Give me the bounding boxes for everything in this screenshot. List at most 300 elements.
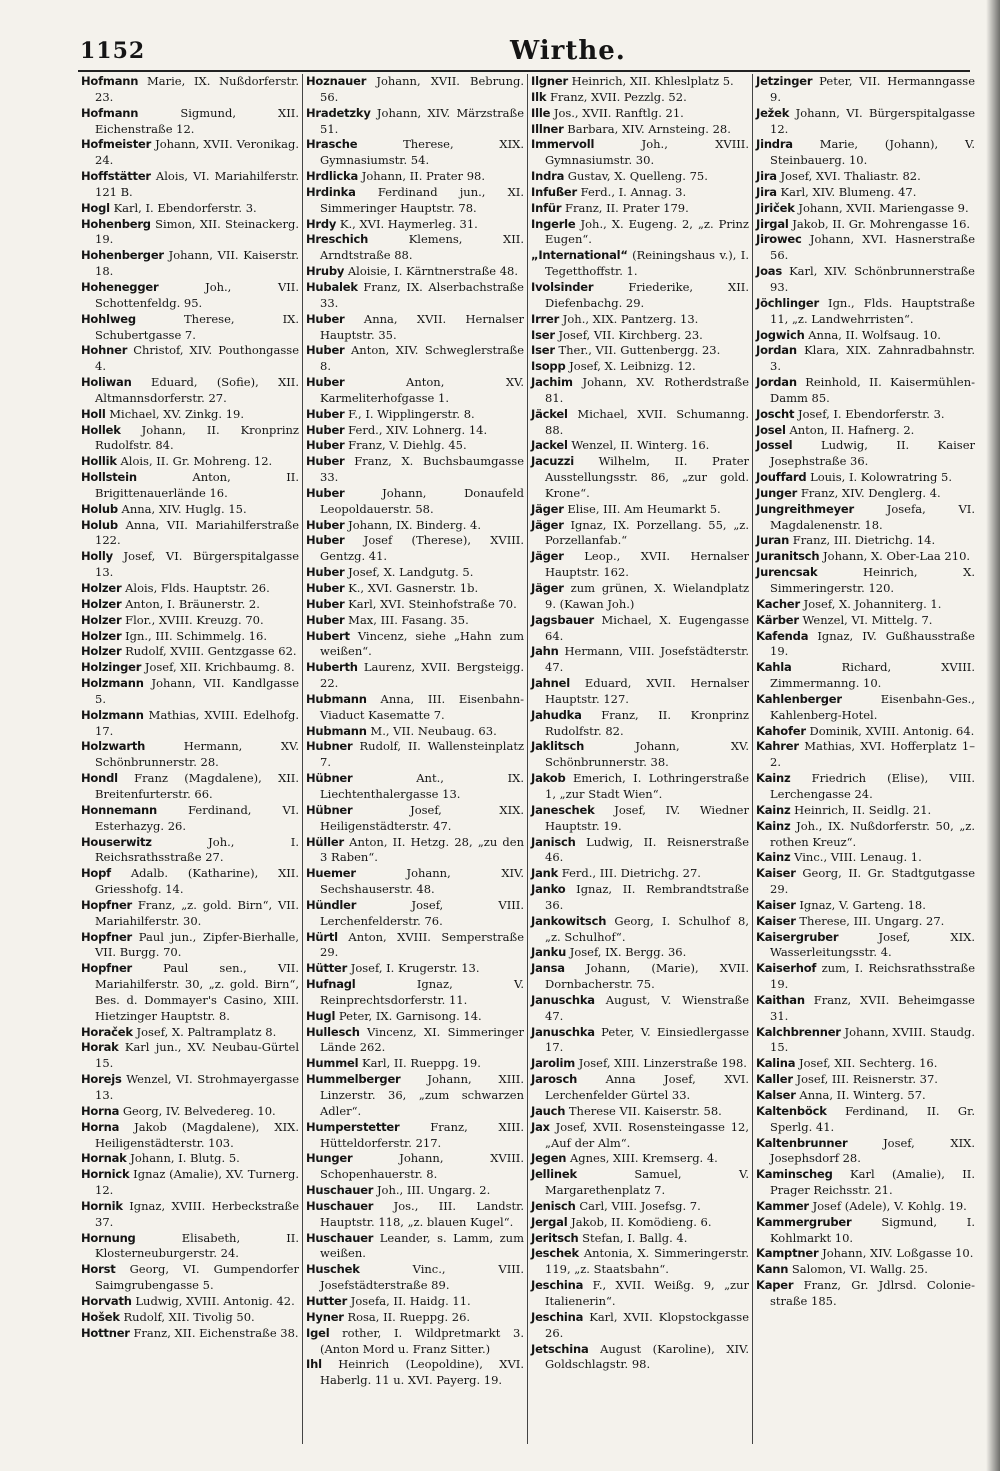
entry-address: Eduard, (Sofie), XII. Altmannsdorferstr. 27. [95, 375, 299, 405]
entry-address: Josef, X. Paltramplatz 8. [136, 1024, 277, 1039]
entry-address: Marie, IX. Nußdorferstr. 23. [95, 74, 299, 104]
entry-name: Ježek [756, 105, 790, 120]
entry-name: Horvath [81, 1293, 132, 1308]
directory-entry [81, 676, 299, 708]
directory-entry [306, 835, 524, 867]
entry-name: Huber [306, 343, 345, 358]
entry-name: Kaminscheg [756, 1167, 833, 1182]
directory-entry [306, 1262, 524, 1294]
directory-entry [306, 660, 524, 692]
entry-name: „International“ [531, 248, 628, 263]
directory-entry [756, 914, 975, 930]
entry-address: Joh., I. Reichsrathsstraße 27. [95, 834, 299, 865]
directory-entry [306, 898, 524, 930]
entry-address: Josef, XII. Sechterg. 16. [798, 1056, 938, 1071]
directory-entry [81, 549, 299, 581]
entry-name: Jira [756, 184, 777, 199]
entry-address: Sigmund, XII. Eichenstraße 12. [95, 105, 299, 136]
entry-address: Johann, II. Kronprinz Rudolfstr. 84. [95, 422, 299, 453]
entry-address: Johann, XV. Rotherdstraße 81. [545, 375, 750, 405]
entry-address: Ferd., XIV. Lohnerg. 14. [348, 422, 488, 437]
directory-entry [531, 1215, 749, 1231]
entry-address: Salomon, VI. Wallg. 25. [791, 1262, 928, 1277]
directory-entry [306, 692, 524, 724]
entry-name: Holzinger [81, 660, 142, 675]
entry-address: Christof, XIV. Pouthongasse 4. [95, 343, 300, 374]
entry-address: Franz, XVII. Beheimgasse 31. [770, 992, 975, 1023]
entry-name: Hubmann [306, 691, 367, 706]
entry-name: Holl [81, 406, 106, 421]
directory-entry [531, 1199, 749, 1215]
directory-entry [81, 1167, 299, 1199]
entry-address: Wenzel, II. Winterg. 16. [571, 438, 710, 453]
directory-entry [531, 882, 749, 914]
entry-name: Jirgal [756, 216, 789, 231]
entry-name: Hullesch [306, 1024, 360, 1039]
directory-entry [306, 803, 524, 835]
entry-name: Huschauer [306, 1230, 374, 1245]
entry-name: Jäger [531, 517, 564, 532]
entry-address: Samuel, V. Margarethenplatz 7. [545, 1167, 749, 1198]
entry-address: Josef, X. Landgutg. 5. [348, 565, 474, 580]
entry-address: Anton, II. Hafnerg. 2. [789, 422, 915, 437]
entry-name: Kammergruber [756, 1214, 852, 1229]
entry-name: Hrdlicka [306, 169, 359, 184]
entry-address: Hermann, XV. Schönbrunnerstr. 28. [95, 739, 299, 770]
entry-address: Dominik, XVIII. Antonig. 64. [809, 723, 975, 738]
directory-entry [531, 248, 749, 280]
entry-address: Joh., IX. Nußdorferstr. 50, „z. rothen Kreuz“. [770, 818, 976, 849]
entry-name: Hrdy [306, 216, 337, 231]
entry-name: Huber [306, 406, 345, 421]
entry-address: Rudolf, II. Wallensteinplatz 7. [320, 739, 524, 770]
entry-address: Hermann, VIII. Josefstädterstr. 47. [545, 644, 749, 675]
entry-address: Jakob, II. Gr. Mohrengasse 16. [792, 216, 971, 231]
entry-name: Horejs [81, 1072, 122, 1087]
entry-name: Jurencsak [756, 565, 818, 580]
entry-address: Stefan, I. Ballg. 4. [582, 1230, 688, 1245]
directory-entry [306, 217, 524, 233]
entry-address: Ignaz, IV. Gußhausstraße 19. [770, 628, 975, 659]
entry-name: Horna [81, 1119, 120, 1134]
entry-name: Jackel [531, 438, 568, 453]
entry-address: August, V. Wienstraße 47. [545, 992, 750, 1023]
entry-name: Kärber [756, 612, 799, 627]
entry-address: Johann, XVII. Bebrung. 56. [320, 74, 524, 104]
entry-name: Kalchbrenner [756, 1024, 841, 1039]
entry-address: Peter, IX. Garnisong. 14. [338, 1008, 482, 1023]
directory-entry [756, 1199, 975, 1215]
directory-entry [531, 803, 749, 835]
entry-name: Hohlweg [81, 311, 136, 326]
directory-entry [531, 201, 749, 217]
entry-name: Hondl [81, 771, 118, 786]
entry-address: Anton, XVIII. Semperstraße 29. [320, 929, 524, 960]
directory-entry [756, 1167, 975, 1199]
entry-address: Karl, XVII. Klopstockgasse 26. [545, 1309, 750, 1340]
directory-entry [756, 185, 975, 201]
entry-address: Heinrich (Leopoldine), XVI. Haberlg. 11 u. XVI. Payerg. 19. [320, 1357, 525, 1388]
entry-name: Holzwarth [81, 739, 146, 754]
entry-address: Richard, XVIII. Zimmermanng. 10. [770, 660, 975, 691]
directory-entry [306, 280, 524, 312]
directory-entry [531, 644, 749, 676]
entry-name: Kainz [756, 818, 791, 833]
directory-entry [756, 407, 975, 423]
entry-name: Junger [756, 485, 798, 500]
directory-entry [306, 137, 524, 169]
directory-entry [81, 866, 299, 898]
entry-address: Josef, I. Ebendorferstr. 3. [797, 406, 945, 421]
directory-entry [756, 201, 975, 217]
directory-entry [306, 1199, 524, 1231]
header-rule [78, 70, 970, 72]
entry-address: Alois, VI. Mariahilferstr. 121 B. [95, 169, 299, 199]
entry-name: Infußer [531, 184, 577, 199]
directory-entry [81, 454, 299, 470]
directory-entry [756, 724, 975, 740]
entry-address: Elisabeth, II. Klosterneuburgerstr. 24. [95, 1230, 299, 1261]
entry-name: Infür [531, 200, 562, 215]
directory-entry [306, 1231, 524, 1263]
entry-name: Janisch [531, 834, 576, 849]
directory-entry [81, 407, 299, 423]
directory-entry [531, 407, 749, 439]
entry-name: Jetschina [531, 1341, 589, 1356]
entry-name: Horak [81, 1040, 119, 1055]
directory-entry [756, 232, 975, 264]
entry-name: Isopp [531, 359, 566, 374]
entry-address: Adalb. (Katharine), XII. Griesshofg. 14. [95, 866, 299, 897]
directory-entry [756, 866, 975, 898]
directory-entry [81, 961, 299, 1024]
entry-address: Karl, XIV. Blumeng. 47. [780, 184, 917, 199]
entry-address: Friedrich (Elise), VIII. Lerchengasse 24. [770, 771, 975, 801]
directory-entry [306, 977, 524, 1009]
entry-address: Ferdinand, VI. Esterhazyg. 26. [95, 802, 299, 833]
entry-name: Joscht [756, 406, 795, 421]
directory-entry [531, 961, 749, 993]
entry-address: Heinrich, XII. Khleslplatz 5. [571, 74, 734, 88]
entry-address: Therese VII. Kaiserstr. 58. [568, 1103, 722, 1118]
entry-address: Johann, VII. Kaiserstr. 18. [95, 248, 299, 279]
directory-entry [81, 629, 299, 645]
entry-address: Johann, VI. Bürgerspitalgasse 12. [770, 105, 976, 136]
entry-name: Kaiserhof [756, 961, 817, 976]
entry-address: Johann, XVII. Mariengasse 9. [798, 200, 969, 215]
entry-name: Kainz [756, 802, 791, 817]
entry-name: Hohenberger [81, 248, 164, 263]
entry-name: Holly [81, 549, 113, 564]
entry-name: Horna [81, 1103, 120, 1118]
entry-address: Therese, XIX. Gymnasiumstr. 54. [320, 137, 524, 168]
entry-address: Alois, II. Gr. Mohreng. 12. [120, 454, 273, 469]
entry-name: Joas [756, 264, 782, 279]
entry-name: Huberth [306, 660, 358, 675]
entry-name: Hummelberger [306, 1072, 401, 1087]
entry-name: Jindra [756, 137, 793, 152]
entry-address: Ign., III. Schimmelg. 16. [125, 628, 267, 643]
entry-name: Jogwich [756, 327, 805, 342]
directory-entry [81, 248, 299, 280]
entry-name: Hürtl [306, 929, 338, 944]
entry-address: Joh., III. Ungarg. 2. [376, 1183, 491, 1198]
directory-entry [531, 454, 749, 502]
entry-name: Jaklitsch [531, 739, 585, 754]
entry-address: Wenzel, VI. Mittelg. 7. [802, 612, 933, 627]
entry-address: Johann, XIV. Loßgasse 10. [822, 1246, 974, 1261]
directory-entry [756, 1072, 975, 1088]
entry-address: Flor., XVIII. Kreuzg. 70. [125, 612, 264, 627]
entry-address: Franz, XIII. Hütteldorferstr. 217. [320, 1119, 524, 1150]
entry-address: Klara, XIX. Zahnradbahnstr. 3. [770, 343, 976, 374]
entry-address: Josefa, II. Haidg. 11. [350, 1293, 471, 1308]
entry-address: Anton, I. Bräunerstr. 2. [125, 596, 260, 611]
entry-name: Jenisch [531, 1198, 576, 1213]
directory-entry [81, 518, 299, 550]
directory-entry [81, 423, 299, 455]
directory-entry [306, 1072, 524, 1120]
entry-address: Franz, XIV. Denglerg. 4. [800, 485, 941, 500]
directory-entry [81, 1310, 299, 1326]
directory-entry [81, 1104, 299, 1120]
entry-address: F., I. Wipplingerstr. 8. [348, 406, 475, 421]
entry-name: Kahofer [756, 723, 806, 738]
entry-name: Jauch [531, 1103, 566, 1118]
entry-address: Mathias, XVI. Hofferplatz 1–2. [770, 739, 975, 770]
directory-entry [81, 169, 299, 201]
directory-entry [306, 264, 524, 280]
entry-name: Ihl [306, 1357, 322, 1372]
entry-name: Jirowec [756, 232, 802, 247]
entry-name: Hopfner [81, 929, 133, 944]
entry-name: Kacher [756, 596, 800, 611]
directory-entry [81, 280, 299, 312]
entry-name: Holub [81, 501, 118, 516]
entry-address: Johann, XVIII. Staudg. 15. [770, 1024, 975, 1055]
directory-entry [81, 613, 299, 629]
entry-address: Franz, Gr. Jdlrsd. Colonie-straße 185. [770, 1278, 975, 1308]
directory-entry [531, 359, 749, 375]
directory-entry [306, 1310, 524, 1326]
entry-address: Karl (Amalie), II. Prager Reichsstr. 21. [770, 1167, 976, 1198]
entry-name: Holzmann [81, 707, 144, 722]
entry-address: Leander, s. Lamm, zum weißen. [320, 1230, 524, 1261]
entry-name: Huber [306, 517, 345, 532]
entry-name: Jarosch [531, 1072, 578, 1087]
directory-entry [81, 312, 299, 344]
entry-name: Hübner [306, 802, 353, 817]
directory-entry [531, 581, 749, 613]
directory-entry [306, 1120, 524, 1152]
entry-name: Hyner [306, 1309, 344, 1324]
entry-address: (Reiningshaus v.), I. Tegetthoffstr. 1. [545, 248, 749, 279]
entry-address: Laurenz, XVII. Bergsteigg. 22. [320, 660, 524, 691]
directory-entry [306, 739, 524, 771]
entry-address: Franz, XII. Eichenstraße 38. [133, 1325, 299, 1340]
directory-entry [531, 106, 749, 122]
directory-entry [306, 961, 524, 977]
directory-entry [531, 1310, 749, 1342]
entry-address: Jos., III. Landstr. Hauptstr. 118, „z. blauen Kugel“. [320, 1198, 525, 1229]
directory-entry [81, 1151, 299, 1167]
directory-entry [531, 185, 749, 201]
entry-name: Hopfner [81, 897, 133, 912]
entry-address: zum, I. Reichsrathsstraße 19. [770, 961, 976, 992]
entry-name: Jansa [531, 961, 565, 976]
entry-address: Johann, XIII. Linzerstr. 36, „zum schwarzen Adler“. [320, 1072, 524, 1118]
entry-address: Josef, XVII. Rosensteingasse 12, „Auf der Alm“. [545, 1119, 749, 1150]
entry-name: Hohenegger [81, 279, 159, 294]
directory-entry [81, 201, 299, 217]
entry-name: Hottner [81, 1325, 130, 1340]
directory-entry [81, 1120, 299, 1152]
entry-name: Hošek [81, 1309, 120, 1324]
directory-entry [306, 232, 524, 264]
entry-address: Ignaz, II. Rembrandtstraße 36. [545, 882, 749, 912]
entry-name: Igel [306, 1325, 330, 1340]
directory-entry [81, 739, 299, 771]
entry-address: Anna, VII. Mariahilferstraße 122. [95, 517, 300, 548]
entry-name: Jegen [531, 1151, 567, 1166]
entry-address: Antonia, X. Simmeringerstr. 119, „z. Staatsbahn“. [545, 1246, 749, 1277]
entry-name: Januschka [531, 1024, 595, 1039]
directory-entry [306, 1357, 524, 1389]
entry-name: Hubert [306, 628, 350, 643]
entry-name: Ivolsinder [531, 279, 594, 294]
directory-entry [81, 137, 299, 169]
entry-address: Ferdinand jun., XI. Simmeringer Hauptstr. 78. [320, 184, 524, 215]
entry-address: Agnes, XIII. Kremserg. 4. [569, 1151, 718, 1166]
entry-address: Josef, VII. Kirchberg. 23. [558, 327, 703, 342]
entry-address: Franz, IX. Alserbachstraße 33. [320, 279, 524, 310]
entry-name: Jäckel [531, 406, 568, 421]
directory-entry [81, 660, 299, 676]
entry-address: Michael, X. Eugengasse 64. [545, 612, 749, 643]
entry-name: Huber [306, 596, 345, 611]
directory-entry [531, 1120, 749, 1152]
directory-entry [81, 1199, 299, 1231]
entry-address: Ther., VII. Guttenbergg. 23. [558, 343, 721, 358]
entry-address: Anna, XVII. Hernalser Hauptstr. 35. [320, 311, 525, 342]
directory-entry [531, 1278, 749, 1310]
entry-name: Jeschina [531, 1278, 584, 1293]
directory-entry [531, 1151, 749, 1167]
entry-address: K., XVI. Haymerleg. 31. [339, 216, 478, 231]
entry-address: Johann, XIV. Märzstraße 51. [320, 105, 524, 136]
directory-entry [306, 1025, 524, 1057]
entry-address: Karl, I. Ebendorferstr. 3. [113, 200, 257, 215]
entry-address: Emerich, I. Lothringerstraße 1, „zur Stadt Wien“. [545, 771, 749, 801]
entry-address: Johann, XVIII. Schopenhauerstr. 8. [320, 1151, 524, 1182]
entry-address: Franz, XVII. Pezzlg. 52. [549, 89, 687, 104]
entry-address: Franz, X. Buchsbaumgasse 33. [320, 454, 525, 485]
entry-address: Vinc., VIII. Josefstädterstraße 89. [320, 1262, 524, 1293]
entry-name: Kaltenbrunner [756, 1135, 848, 1150]
entry-address: Karl jun., XV. Neubau-Gürtel 15. [95, 1040, 300, 1071]
directory-columns [78, 74, 978, 1444]
entry-name: Hubner [306, 739, 353, 754]
entry-name: Janku [531, 945, 567, 960]
directory-entry [306, 1326, 524, 1358]
directory-entry [756, 502, 975, 534]
directory-entry [531, 90, 749, 106]
entry-address: Jakob (Magdalene), XIX. Heiligenstädterstr. 103. [95, 1119, 300, 1150]
directory-entry [306, 454, 524, 486]
entry-name: Huber [306, 422, 345, 437]
directory-entry [531, 375, 749, 407]
entry-name: Huber [306, 311, 345, 326]
entry-name: Jordan [756, 343, 797, 358]
entry-name: Josel [756, 422, 786, 437]
entry-name: Hrasche [306, 137, 358, 152]
directory-entry [531, 217, 749, 249]
directory-entry [81, 771, 299, 803]
entry-name: Jordan [756, 375, 797, 390]
directory-entry [756, 739, 975, 771]
directory-entry [531, 1167, 749, 1199]
entry-address: Ign., Flds. Hauptstraße 11, „z. Landwehrristen“. [770, 295, 975, 326]
entry-name: Jahn [531, 644, 559, 659]
directory-entry [81, 898, 299, 930]
entry-name: Hopfner [81, 961, 133, 976]
entry-name: Hollstein [81, 470, 137, 485]
directory-entry [81, 375, 299, 407]
directory-entry [756, 1088, 975, 1104]
directory-entry [81, 803, 299, 835]
entry-name: Kann [756, 1262, 789, 1277]
entry-name: Kainz [756, 771, 791, 786]
entry-name: Kalina [756, 1056, 796, 1071]
entry-name: Jagsbauer [531, 612, 594, 627]
directory-entry [756, 597, 975, 613]
entry-name: Jergal [531, 1214, 568, 1229]
entry-address: Josef, XIII. Linzerstraße 198. [578, 1056, 747, 1071]
directory-entry [756, 1262, 975, 1278]
entry-name: Hunger [306, 1151, 353, 1166]
directory-entry [756, 1278, 975, 1310]
entry-name: Jeschek [531, 1246, 579, 1261]
directory-entry [756, 1246, 975, 1262]
entry-address: Gustav, X. Quelleng. 75. [567, 169, 708, 184]
entry-name: Holzer [81, 581, 122, 595]
directory-entry [81, 930, 299, 962]
entry-address: Wilhelm, II. Prater Ausstellungsstr. 86, „zur gold. Krone“. [545, 454, 749, 500]
directory-entry [756, 898, 975, 914]
entry-name: Hornik [81, 1198, 123, 1213]
directory-entry [81, 581, 299, 597]
entry-name: Jarolim [531, 1056, 576, 1071]
entry-name: Hohenberg [81, 216, 151, 231]
entry-address: Johann, XV. Schönbrunnerstr. 38. [545, 739, 749, 770]
directory-entry [306, 613, 524, 629]
entry-address: Joh., XIX. Pantzerg. 13. [562, 311, 699, 326]
directory-entry [531, 502, 749, 518]
directory-entry [306, 423, 524, 439]
entry-name: Jankowitsch [531, 913, 607, 928]
entry-address: Max, III. Fasang. 35. [348, 612, 469, 627]
directory-entry [306, 1151, 524, 1183]
entry-address: Joh., VII. Schottenfeldg. 95. [95, 279, 300, 310]
directory-entry [531, 993, 749, 1025]
entry-name: Ilk [531, 89, 547, 104]
entry-name: Januschka [531, 992, 595, 1007]
directory-entry [81, 1326, 299, 1342]
entry-address: Johann, XIV. Sechshauserstr. 48. [320, 866, 524, 897]
page-number: 1152 [80, 38, 146, 64]
entry-name: Honnemann [81, 802, 158, 817]
entry-name: Kainz [756, 850, 791, 865]
